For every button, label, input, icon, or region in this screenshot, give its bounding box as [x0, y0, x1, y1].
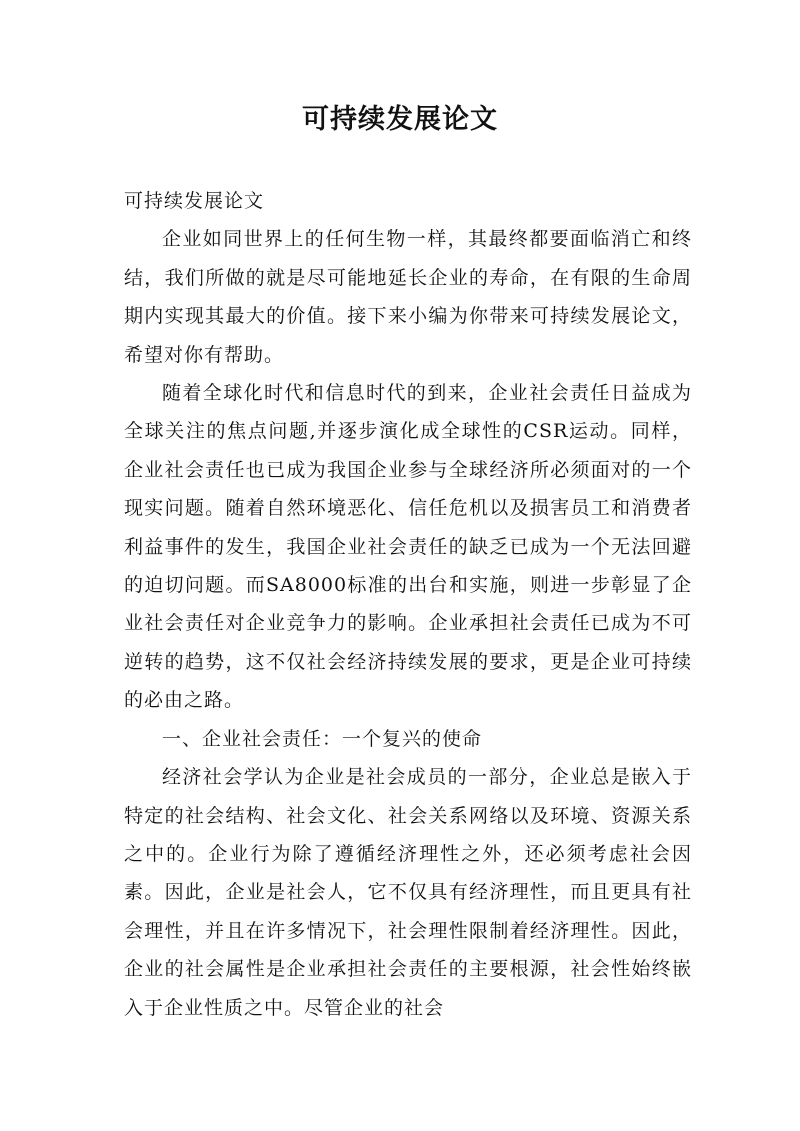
paragraph-section-one: 经济社会学认为企业是社会成员的一部分，企业总是嵌入于特定的社会结构、社会文化、社会关系网络以及环境、资源关系之中的。企业行为除了遵循经济理性之外，还必须考虑社会因素。因此，企业是社会人，它不仅具有经济理性，而且更具有社会理性，并且在许多情况下，社会理性限制着经济理性。因此，企业的社会属性是企业承担社会责任的主要根源，社会性始终嵌入于企业性质之中。尽管企业的社会 [124, 766, 692, 1019]
document-body [124, 182, 692, 1027]
paragraph-intro: 企业如同世界上的任何生物一样，其最终都要面临消亡和终结，我们所做的就是尽可能地延长企业的寿命，在有限的生命周期内实现其最大的价值。接下来小编为你带来可持续发展论文，希望对你有帮助。 [124, 228, 692, 366]
paragraph-background: 随着全球化时代和信息时代的到来，企业社会责任日益成为全球关注的焦点问题,并逐步演化成全球性的CSR运动。同样，企业社会责任也已成为我国企业参与全球经济所必须面对的一个现实问题。随着自然环境恶化、信任危机以及损害员工和消费者利益事件的发生，我国企业社会责任的缺乏已成为一个无法回避的迫切问题。而SA8000标准的出台和实施，则进一步彰显了企业社会责任对企业竞争力的影响。企业承担社会责任已成为不可逆转的趋势，这不仅社会经济持续发展的要求，更是企业可持续的必由之路。 [124, 382, 692, 712]
document-title: 可持续发展论文 [302, 104, 498, 135]
subtitle-paragraph: 可持续发展论文 [124, 190, 265, 212]
section-heading: 一、企业社会责任：一个复兴的使命 [162, 727, 483, 750]
